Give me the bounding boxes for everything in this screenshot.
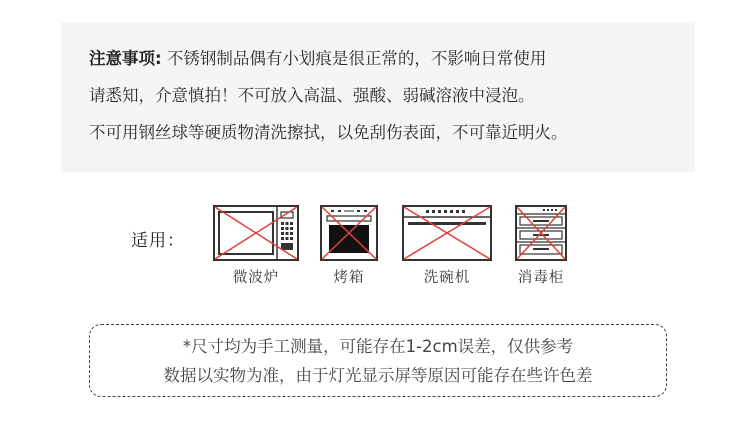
appliance-microwave — [213, 205, 299, 286]
care-notice — [61, 22, 695, 172]
size-disclaimer — [89, 324, 667, 397]
notice-line-1 — [89, 40, 695, 77]
microwave-icon — [213, 205, 299, 261]
dishwasher-icon — [402, 205, 492, 261]
appliance-name-microwave: 微波炉 — [232, 270, 280, 286]
disclaimer-line-2: 数据以实物为准，由于灯光显示屏等原因可能存在些许色差 — [163, 366, 593, 385]
notice-label: 注意事项: — [89, 49, 162, 68]
sterilizer-cabinet-icon — [515, 205, 567, 261]
notice-line-2: 请悉知，介意慎拍！不可放入高温、强酸、弱碱溶液中浸泡。 — [89, 86, 535, 105]
oven-icon — [320, 205, 378, 261]
suitable-label: 适用： — [131, 231, 185, 251]
appliance-name-dishwasher: 洗碗机 — [423, 270, 471, 286]
disclaimer-line-1: *尺寸均为手工测量，可能存在1-2cm误差，仅供参考 — [182, 337, 574, 356]
appliance-name-oven: 烤箱 — [333, 270, 365, 286]
appliance-name-sterilizer-cabinet: 消毒柜 — [517, 270, 565, 286]
notice-line-3: 不可用钢丝球等硬质物清洗擦拭，以免刮伤表面，不可靠近明火。 — [89, 123, 568, 142]
appliance-sterilizer-cabinet — [515, 205, 567, 286]
appliance-oven — [320, 205, 378, 286]
notice-text-1: 不锈钢制品偶有小划痕是很正常的，不影响日常使用 — [161, 49, 547, 68]
appliance-dishwasher — [402, 205, 492, 286]
